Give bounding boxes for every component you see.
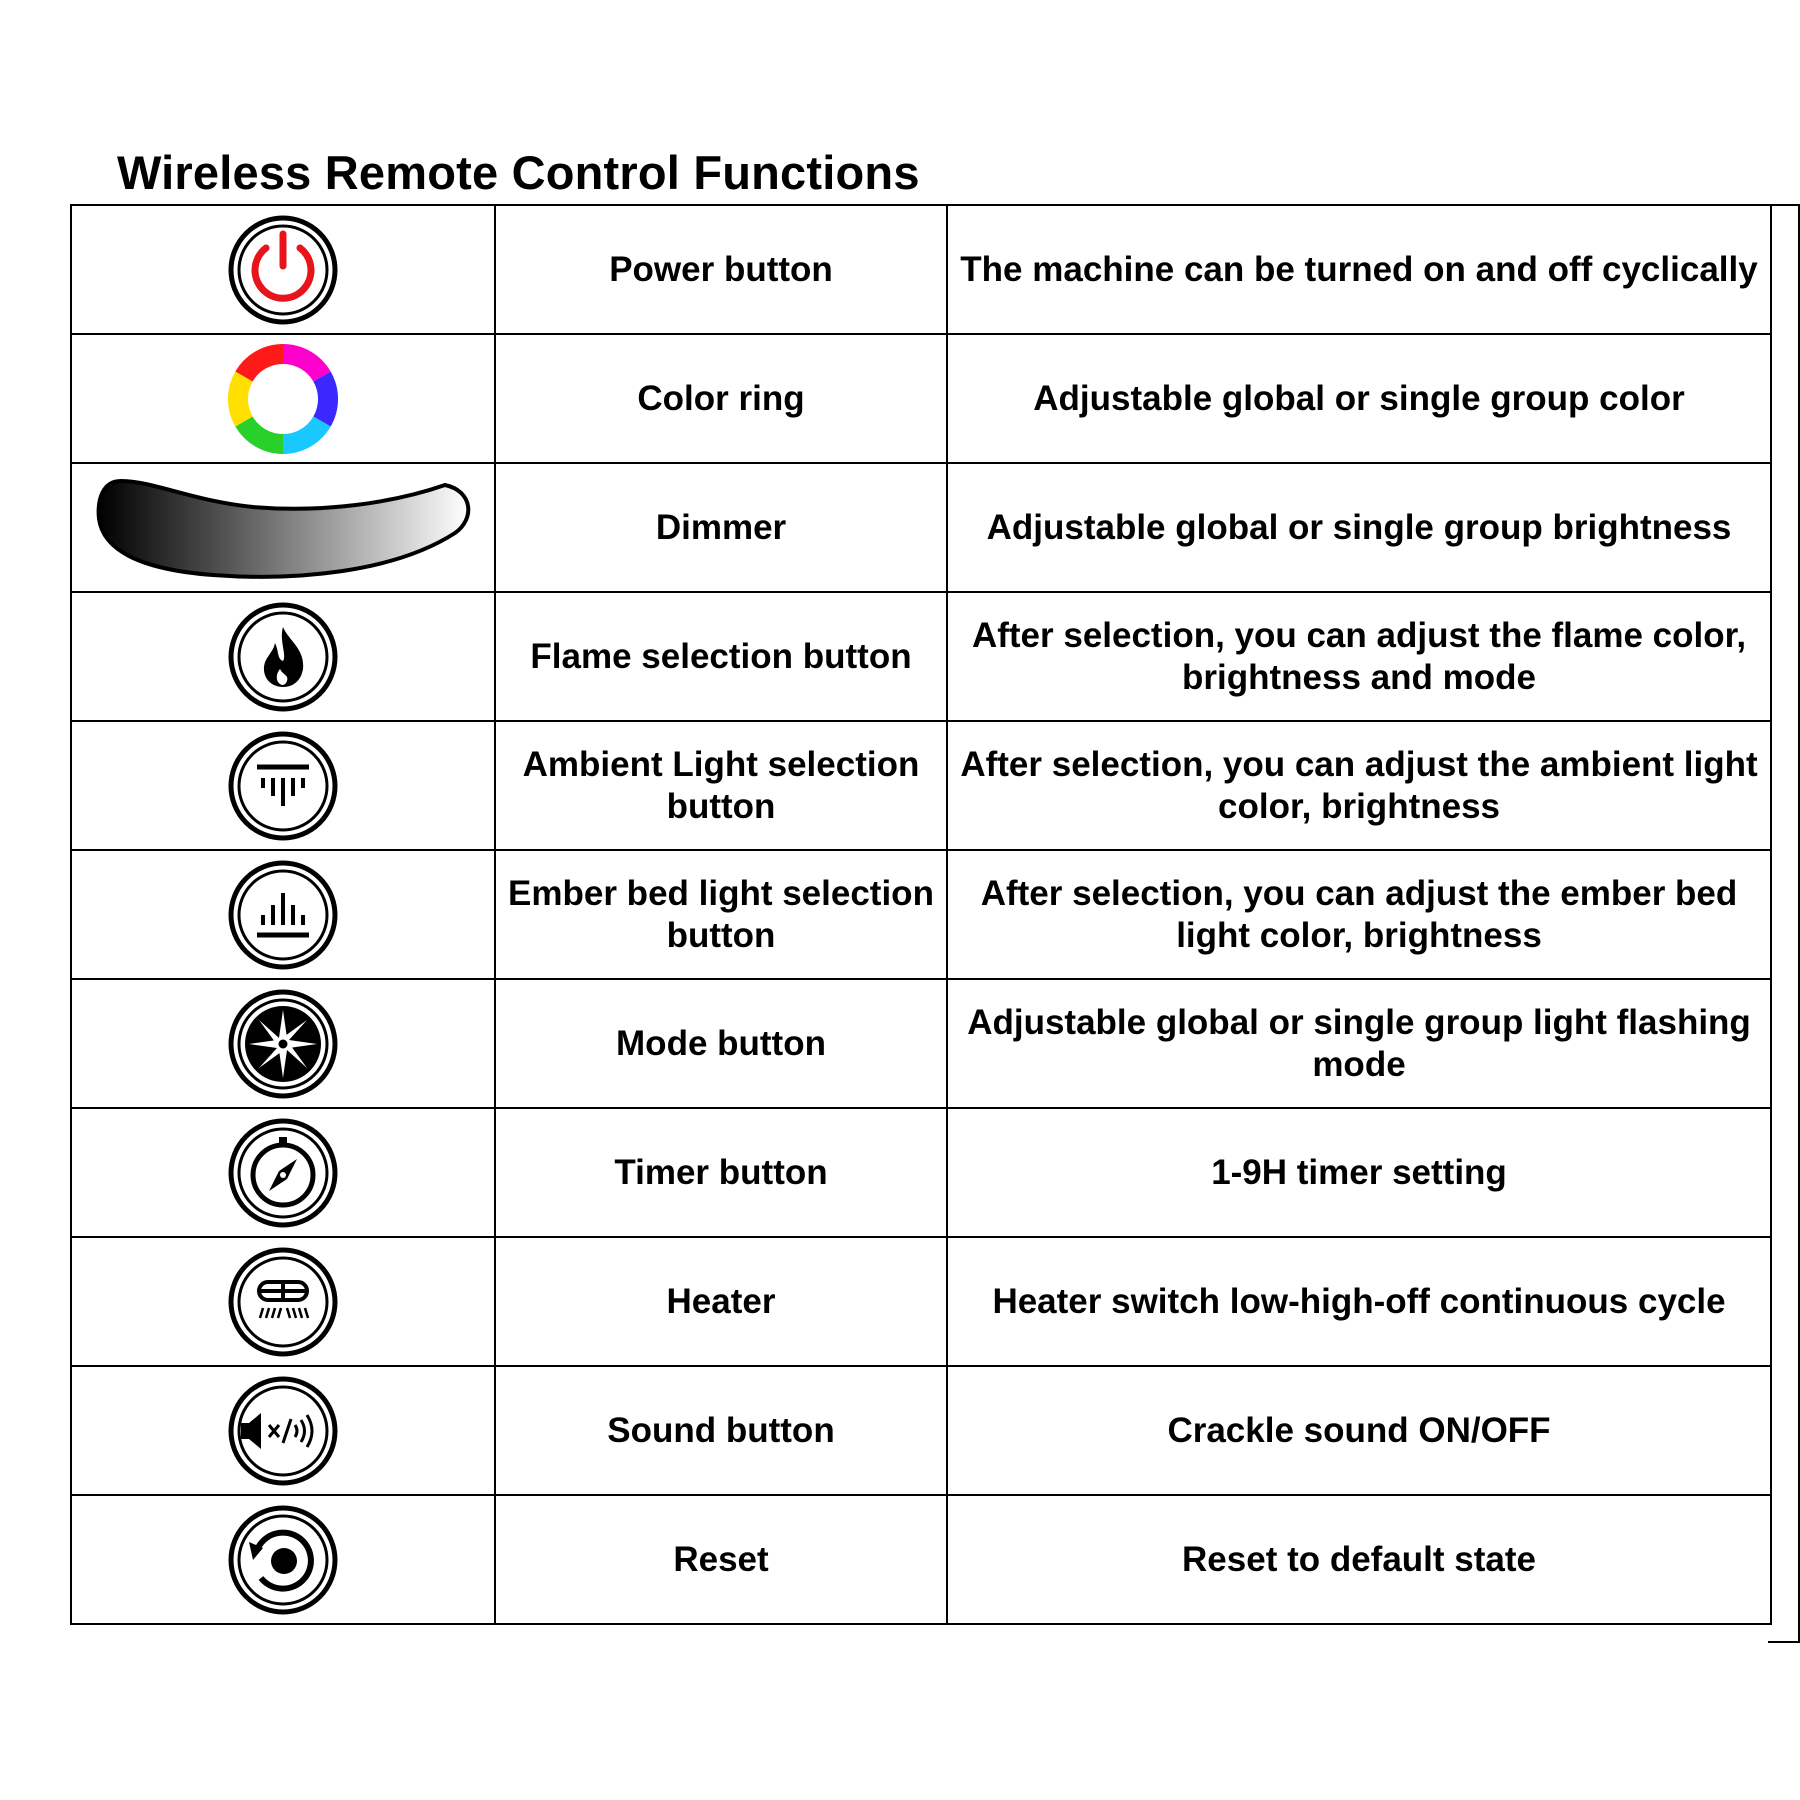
icon-cell xyxy=(71,1108,495,1237)
function-description: After selection, you can adjust the flame color, brightness and mode xyxy=(947,592,1771,721)
icon-cell xyxy=(71,850,495,979)
icon-cell xyxy=(71,592,495,721)
table-row xyxy=(71,205,1771,334)
table-row xyxy=(71,1366,1771,1495)
function-name: Sound button xyxy=(495,1366,947,1495)
timer-icon xyxy=(227,1117,339,1229)
table-row xyxy=(71,592,1771,721)
function-description: After selection, you can adjust the ember bed light color, brightness xyxy=(947,850,1771,979)
table-edge-top xyxy=(1768,204,1800,206)
function-name: Ambient Light selection button xyxy=(495,721,947,850)
table-edge-bottom xyxy=(1768,1641,1800,1643)
table-row xyxy=(71,979,1771,1108)
function-description: Reset to default state xyxy=(947,1495,1771,1624)
icon-cell xyxy=(71,463,495,592)
function-description: Heater switch low-high-off continuous cycle xyxy=(947,1237,1771,1366)
table-row xyxy=(71,850,1771,979)
function-name: Color ring xyxy=(495,334,947,463)
icon-cell xyxy=(71,979,495,1108)
page-title: Wireless Remote Control Functions xyxy=(117,146,920,199)
function-name: Timer button xyxy=(495,1108,947,1237)
function-name: Dimmer xyxy=(495,463,947,592)
dimmer-icon xyxy=(93,469,473,587)
table-row xyxy=(71,721,1771,850)
function-description: Adjustable global or single group brightness xyxy=(947,463,1771,592)
function-description: Adjustable global or single group light flashing mode xyxy=(947,979,1771,1108)
color-ring-icon xyxy=(227,343,339,455)
function-description: Crackle sound ON/OFF xyxy=(947,1366,1771,1495)
icon-cell xyxy=(71,1495,495,1624)
icon-cell xyxy=(71,334,495,463)
icon-cell xyxy=(71,1366,495,1495)
function-name: Heater xyxy=(495,1237,947,1366)
ember-bed-light-icon xyxy=(227,859,339,971)
function-name: Power button xyxy=(495,205,947,334)
power-icon xyxy=(227,214,339,326)
table-row xyxy=(71,463,1771,592)
table-row xyxy=(71,334,1771,463)
flame-icon xyxy=(227,601,339,713)
function-name: Ember bed light selection button xyxy=(495,850,947,979)
function-name: Mode button xyxy=(495,979,947,1108)
function-description: The machine can be turned on and off cyclically xyxy=(947,205,1771,334)
function-description: Adjustable global or single group color xyxy=(947,334,1771,463)
function-name: Reset xyxy=(495,1495,947,1624)
table-row xyxy=(71,1495,1771,1624)
icon-cell xyxy=(71,1237,495,1366)
function-description: 1-9H timer setting xyxy=(947,1108,1771,1237)
heater-icon xyxy=(227,1246,339,1358)
sound-icon xyxy=(227,1375,339,1487)
functions-table xyxy=(70,204,1772,1625)
table-row xyxy=(71,1237,1771,1366)
ambient-light-icon xyxy=(227,730,339,842)
function-description: After selection, you can adjust the ambient light color, brightness xyxy=(947,721,1771,850)
table-row xyxy=(71,1108,1771,1237)
function-name: Flame selection button xyxy=(495,592,947,721)
reset-icon xyxy=(227,1504,339,1616)
icon-cell xyxy=(71,721,495,850)
icon-cell xyxy=(71,205,495,334)
mode-icon xyxy=(227,988,339,1100)
